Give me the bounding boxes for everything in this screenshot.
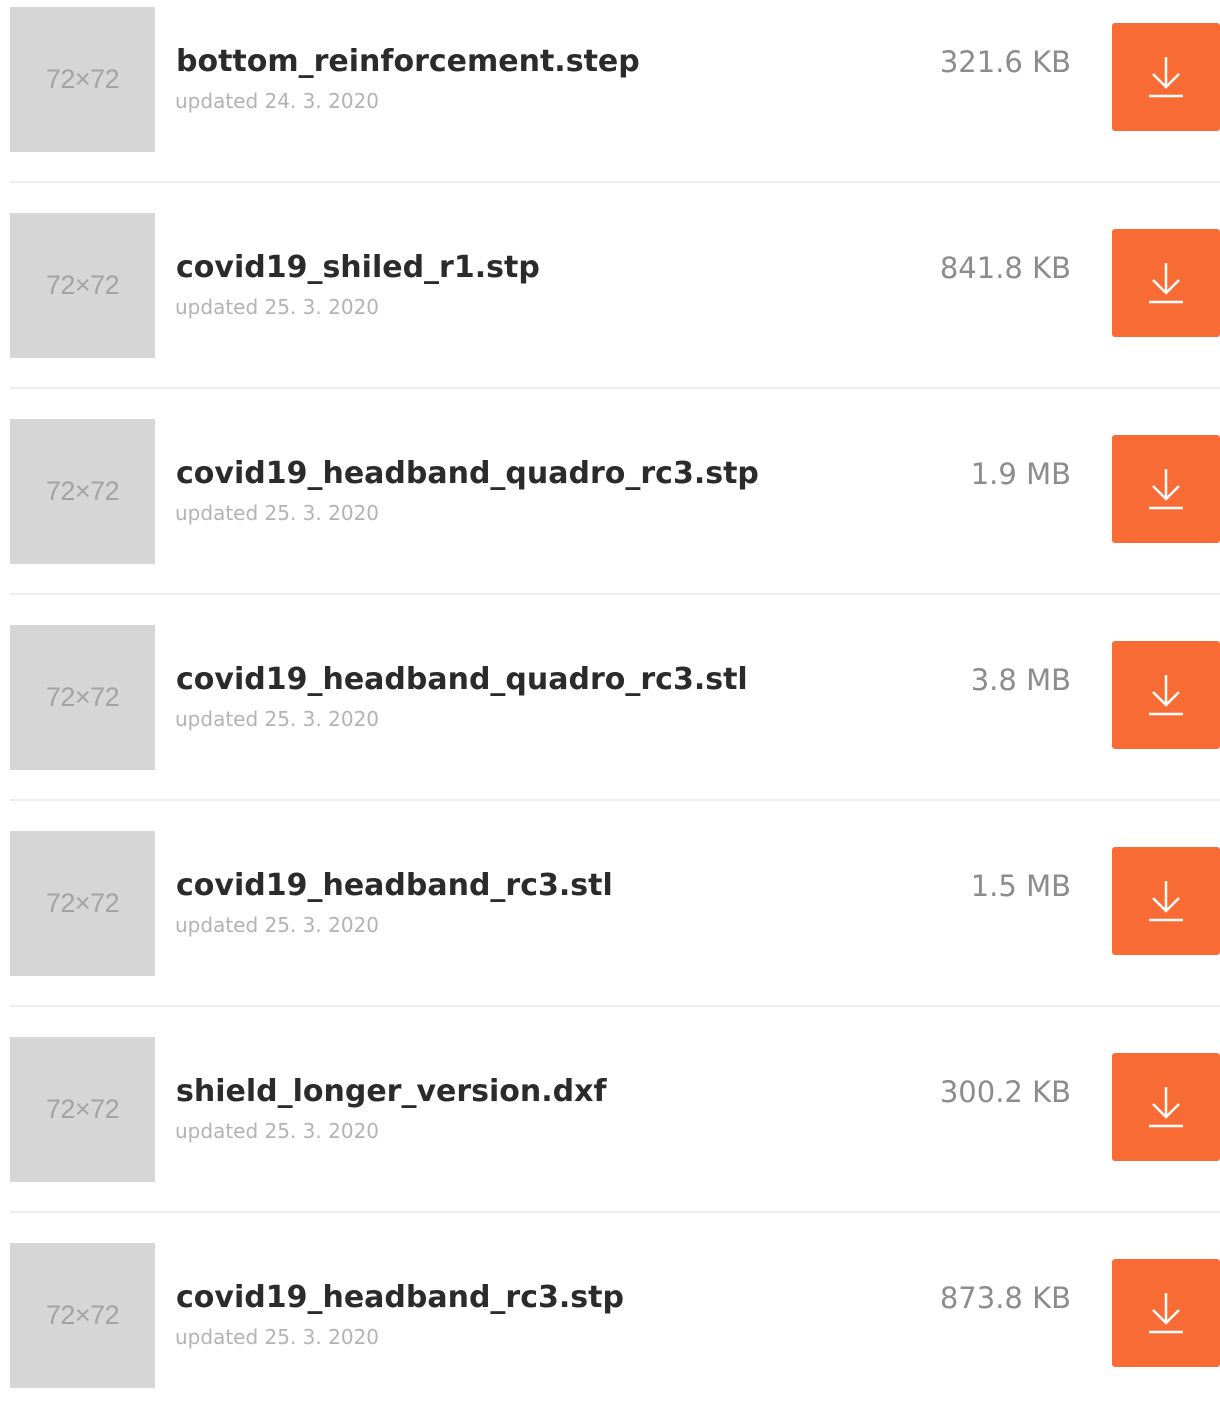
file-thumbnail: [10, 7, 155, 152]
download-button[interactable]: [1112, 435, 1220, 543]
row-divider: [10, 1005, 1220, 1007]
file-size: 873.8 KB: [939, 1281, 1071, 1315]
file-size: 1.9 MB: [970, 457, 1071, 491]
download-button[interactable]: [1112, 847, 1220, 955]
file-updated-date: updated 25. 3. 2020: [175, 707, 380, 731]
file-name: covid19_headband_rc3.stl: [176, 868, 613, 903]
file-row: [0, 412, 1220, 618]
file-thumbnail: [10, 213, 155, 358]
file-updated-date: updated 25. 3. 2020: [175, 295, 380, 319]
file-updated-date: updated 25. 3. 2020: [175, 913, 380, 937]
file-name: covid19_headband_quadro_rc3.stp: [176, 456, 759, 491]
download-arrow-icon: [1146, 261, 1186, 305]
download-arrow-icon: [1146, 467, 1186, 511]
file-row: [0, 1030, 1220, 1236]
download-button[interactable]: [1112, 229, 1220, 337]
file-size: 841.8 KB: [939, 251, 1071, 285]
file-name: covid19_headband_quadro_rc3.stl: [176, 662, 748, 697]
row-divider: [10, 181, 1220, 183]
row-divider: [10, 799, 1220, 801]
download-arrow-icon: [1146, 55, 1186, 99]
file-name: shield_longer_version.dxf: [176, 1074, 607, 1109]
file-thumbnail: [10, 831, 155, 976]
file-updated-date: updated 25. 3. 2020: [175, 1325, 380, 1349]
thumbnail-placeholder-label: 72×72: [45, 64, 120, 94]
file-row: [0, 824, 1220, 1030]
thumbnail-placeholder-label: 72×72: [45, 1300, 120, 1330]
download-button[interactable]: [1112, 23, 1220, 131]
download-button[interactable]: [1112, 1053, 1220, 1161]
file-name: bottom_reinforcement.step: [176, 44, 640, 79]
file-size: 3.8 MB: [970, 663, 1071, 697]
file-updated-date: updated 25. 3. 2020: [175, 1119, 380, 1143]
file-updated-date: updated 25. 3. 2020: [175, 501, 380, 525]
download-button[interactable]: [1112, 641, 1220, 749]
file-name: covid19_shiled_r1.stp: [176, 250, 540, 285]
thumbnail-placeholder-label: 72×72: [45, 476, 120, 506]
row-divider: [10, 593, 1220, 595]
file-thumbnail: [10, 419, 155, 564]
file-thumbnail: [10, 1243, 155, 1388]
file-row: [0, 618, 1220, 824]
file-row: [0, 1236, 1220, 1416]
thumbnail-placeholder-label: 72×72: [45, 270, 120, 300]
file-thumbnail: [10, 1037, 155, 1182]
thumbnail-placeholder-label: 72×72: [45, 682, 120, 712]
download-arrow-icon: [1146, 1085, 1186, 1129]
file-row: [0, 206, 1220, 412]
thumbnail-placeholder-label: 72×72: [45, 888, 120, 918]
download-arrow-icon: [1146, 879, 1186, 923]
file-thumbnail: [10, 625, 155, 770]
file-updated-date: updated 24. 3. 2020: [175, 89, 380, 113]
row-divider: [10, 387, 1220, 389]
file-size: 300.2 KB: [939, 1075, 1071, 1109]
row-divider: [10, 1211, 1220, 1213]
file-size: 1.5 MB: [970, 869, 1071, 903]
thumbnail-placeholder-label: 72×72: [45, 1094, 120, 1124]
download-button[interactable]: [1112, 1259, 1220, 1367]
file-size: 321.6 KB: [939, 45, 1071, 79]
download-arrow-icon: [1146, 1291, 1186, 1335]
file-row: [0, 0, 1220, 206]
download-arrow-icon: [1146, 673, 1186, 717]
file-name: covid19_headband_rc3.stp: [176, 1280, 624, 1315]
